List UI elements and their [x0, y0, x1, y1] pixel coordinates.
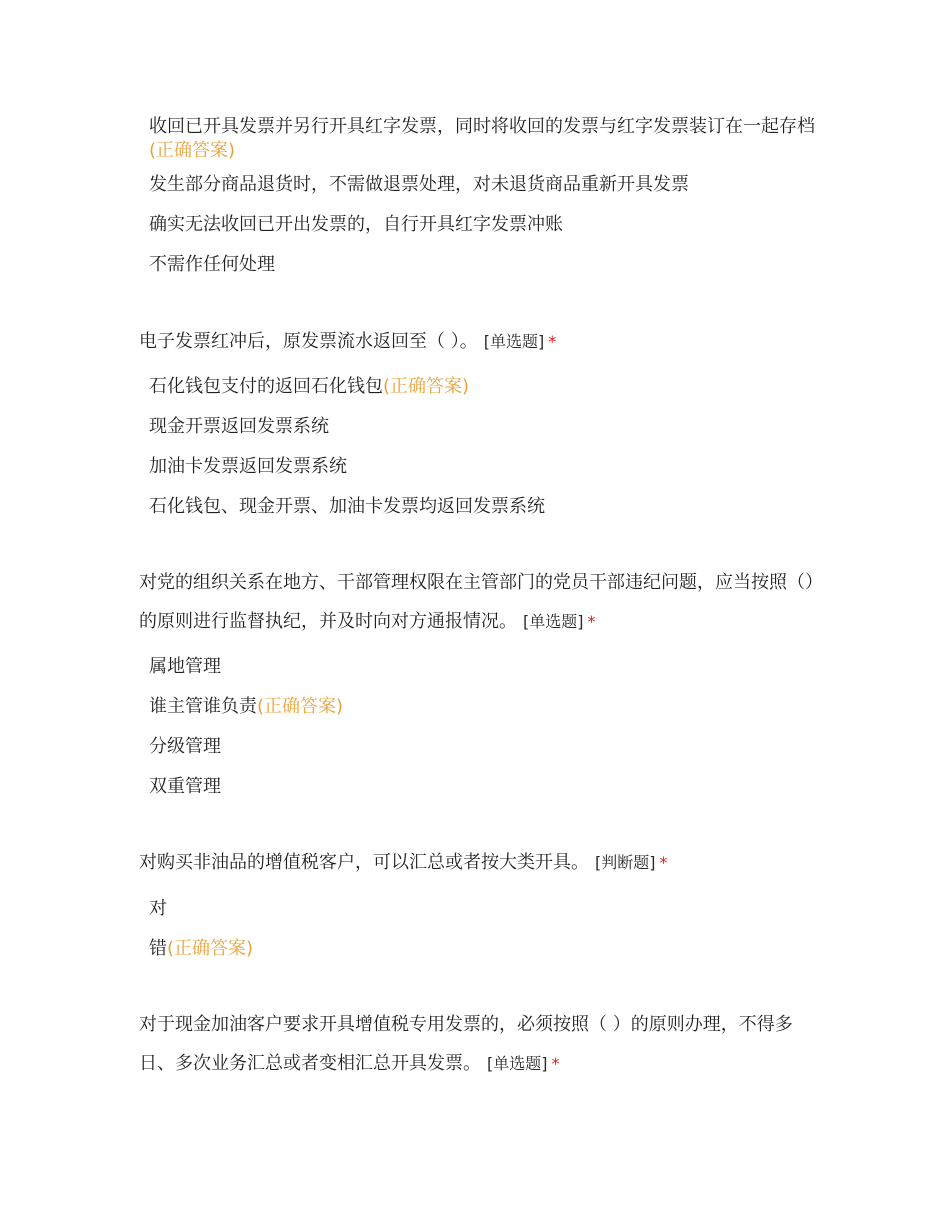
- q3-option-1-text: 对: [149, 898, 167, 919]
- q1-option-2-text: 现金开票返回发票系统: [149, 416, 329, 437]
- required-asterisk: *: [548, 332, 557, 351]
- correct-answer-tag: (正确答案): [167, 938, 254, 959]
- q0-option-4-text: 不需作任何处理: [149, 254, 275, 275]
- question-2-text: 对党的组织关系在地方、干部管理权限在主管部门的党员干部违纪问题，应当按照（）的原则进行监督执纪，并及时向对方通报情况。: [139, 572, 814, 632]
- question-type-label: [单选题]: [487, 1054, 548, 1073]
- q1-option-3-text: 加油卡发票返回发票系统: [149, 456, 347, 477]
- question-1-text: 电子发票红冲后，原发票流水返回至（ ）。: [139, 331, 478, 352]
- q2-option-4: [149, 775, 819, 799]
- question-4-text: 对于现金加油客户要求开具增值税专用发票的，必须按照（ ）的原则办理，不得多日、多次业务汇总或者变相汇总开具发票。: [139, 1014, 793, 1074]
- q2-option-4-text: 双重管理: [149, 776, 221, 797]
- question-type-label: [判断题]: [595, 853, 656, 872]
- q1-option-2: [149, 415, 819, 439]
- question-3: [139, 843, 819, 882]
- q2-option-1-text: 属地管理: [149, 656, 221, 677]
- q1-option-1-text: 石化钱包支付的返回石化钱包: [149, 376, 383, 397]
- q0-option-1-text: 收回已开具发票并另行开具红字发票，同时将收回的发票与红字发票装订在一起存档: [149, 116, 815, 137]
- question-4: [139, 1005, 819, 1083]
- q2-option-3: [149, 735, 819, 759]
- question-type-label: [单选题]: [483, 332, 545, 351]
- required-asterisk: *: [587, 612, 596, 631]
- q1-option-4-text: 石化钱包、现金开票、加油卡发票均返回发票系统: [149, 496, 545, 517]
- q3-option-1: [149, 897, 819, 921]
- question-1: [139, 322, 819, 361]
- required-asterisk: *: [551, 1054, 560, 1073]
- correct-answer-tag: (正确答案): [257, 696, 344, 717]
- correct-answer-tag: (正确答案): [149, 140, 236, 161]
- question-2: [139, 563, 819, 641]
- question-type-label: [单选题]: [523, 612, 584, 631]
- q0-option-4: [149, 253, 819, 277]
- q1-option-4: [149, 495, 819, 519]
- q1-option-3: [149, 455, 819, 479]
- q2-option-2: [149, 695, 819, 719]
- question-3-text: 对购买非油品的增值税客户，可以汇总或者按大类开具。: [139, 852, 589, 873]
- q2-option-2-text: 谁主管谁负责: [149, 696, 257, 717]
- correct-answer-tag: (正确答案): [383, 376, 470, 397]
- q0-option-3: [149, 213, 819, 237]
- q0-option-2-text: 发生部分商品退货时，不需做退票处理，对未退货商品重新开具发票: [149, 174, 689, 195]
- q0-option-2: [149, 173, 819, 197]
- required-asterisk: *: [659, 853, 668, 872]
- q1-option-1: [149, 375, 819, 399]
- q0-option-3-text: 确实无法收回已开出发票的，自行开具红字发票冲账: [149, 214, 563, 235]
- q0-option-1: [149, 115, 819, 163]
- q2-option-3-text: 分级管理: [149, 736, 221, 757]
- q2-option-1: [149, 655, 819, 679]
- q3-option-2: [149, 937, 819, 961]
- q3-option-2-text: 错: [149, 938, 167, 959]
